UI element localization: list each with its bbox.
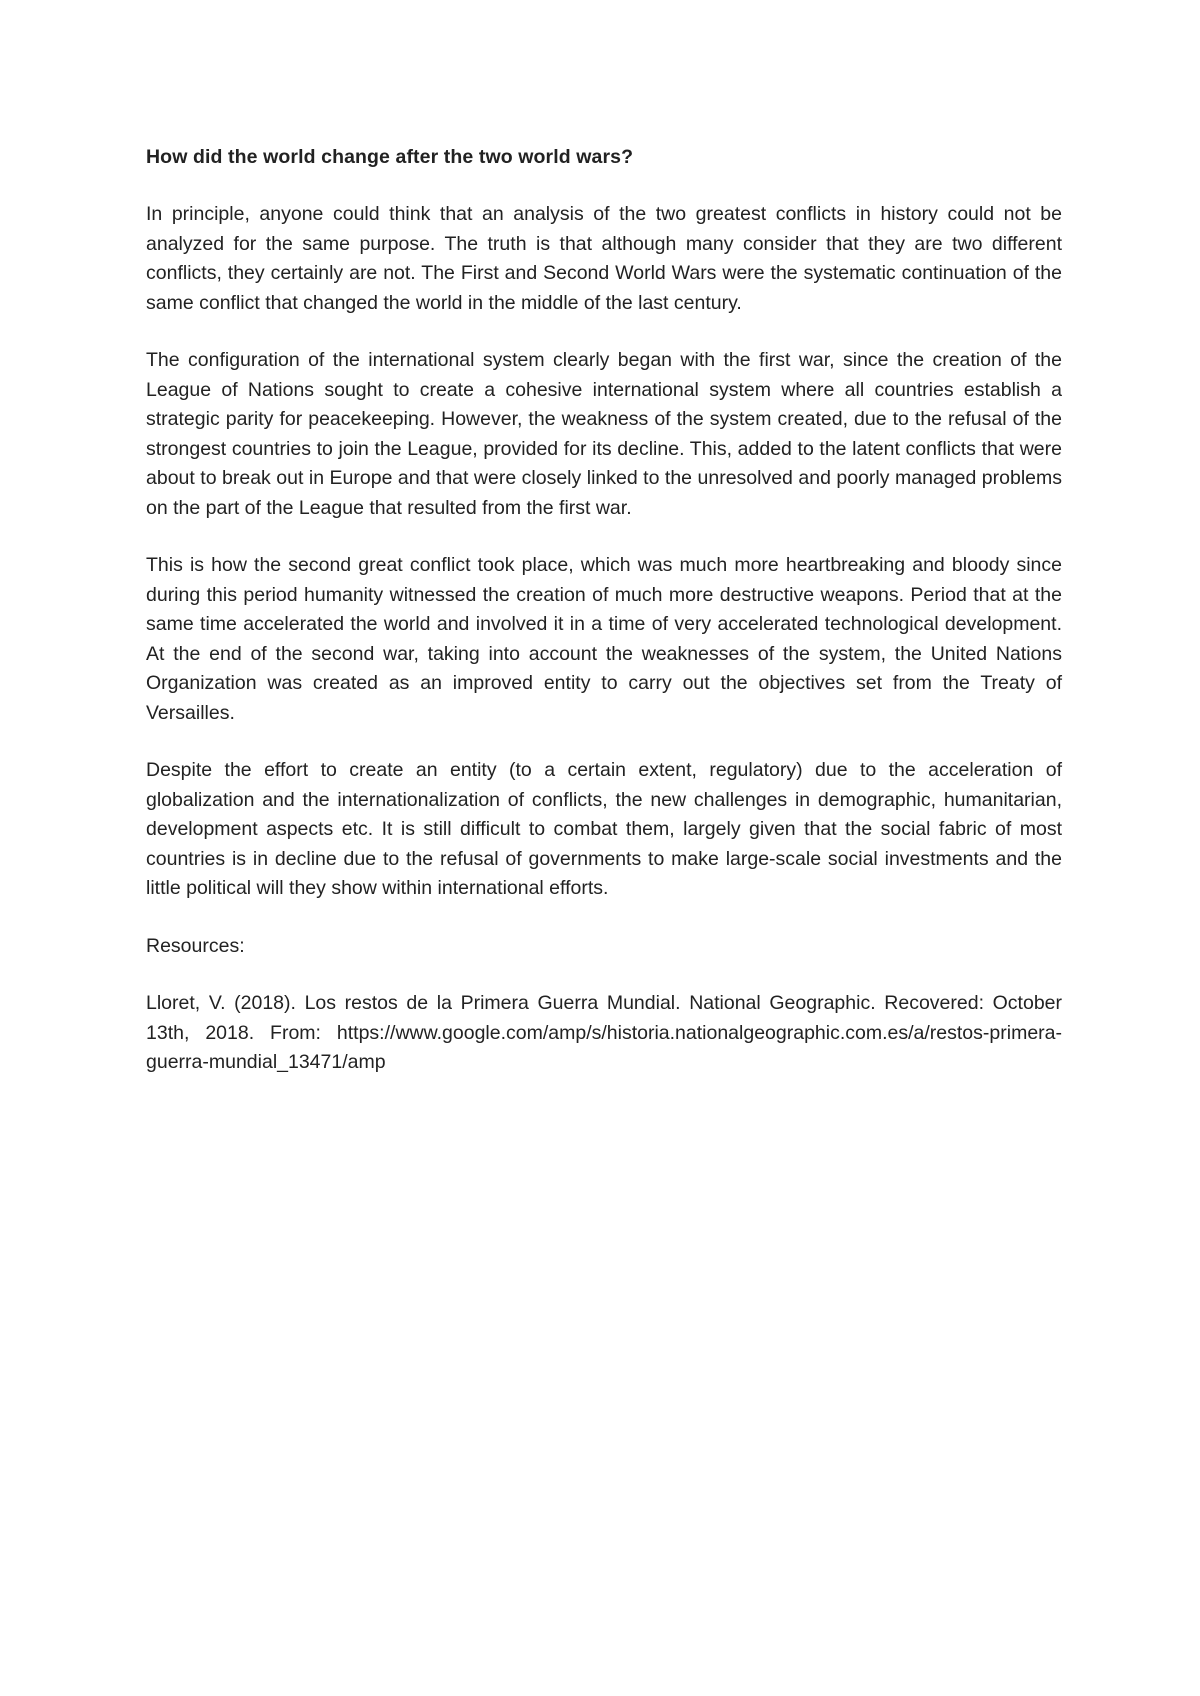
paragraph-3: This is how the second great conflict took place, which was much more heartbreaking and bloody since during this period humanity witnessed the creation of much more destructive weapons. Period that at the same time accelerated the world and involved it in a time of very accelerated technological development. At the end of the second war, taking into account the weaknesses of the system, the United Nations Organization was created as an improved entity to carry out the objectives set from the Treaty of Versailles. bbox=[146, 554, 1062, 724]
document-page bbox=[146, 142, 1062, 1078]
paragraph-4: Despite the effort to create an entity (to a certain extent, regulatory) due to the acceleration of globalization and the internationalization of conflicts, the new challenges in demographic, humanitarian, development aspects etc. It is still difficult to combat them, largely given that the social fabric of most countries is in decline due to the refusal of governments to make large-scale social investments and the little political will they show within international efforts. bbox=[146, 759, 1062, 899]
paragraph-2: The configuration of the international system clearly began with the first war, since the creation of the League of Nations sought to create a cohesive international system where all countries establish a strategic parity for peacekeeping. However, the weakness of the system created, due to the refusal of the strongest countries to join the League, provided for its decline. This, added to the latent conflicts that were about to break out in Europe and that were closely linked to the unresolved and poorly managed problems on the part of the League that resulted from the first war. bbox=[146, 349, 1062, 519]
document-title: How did the world change after the two world wars? bbox=[146, 146, 634, 168]
resources-label: Resources: bbox=[146, 934, 245, 957]
reference-citation: Lloret, V. (2018). Los restos de la Primera Guerra Mundial. National Geographic. Recovered: October 13th, 2018. From: https://www.google.com/amp/s/historia.nationalgeographic.com.es/a/restos-primera-guerra-mundial_13471/amp bbox=[146, 992, 1062, 1073]
paragraph-1: In principle, anyone could think that an analysis of the two greatest conflicts in history could not be analyzed for the same purpose. The truth is that although many consider that they are two different conflicts, they certainly are not. The First and Second World Wars were the systematic continuation of the same conflict that changed the world in the middle of the last century. bbox=[146, 203, 1062, 314]
